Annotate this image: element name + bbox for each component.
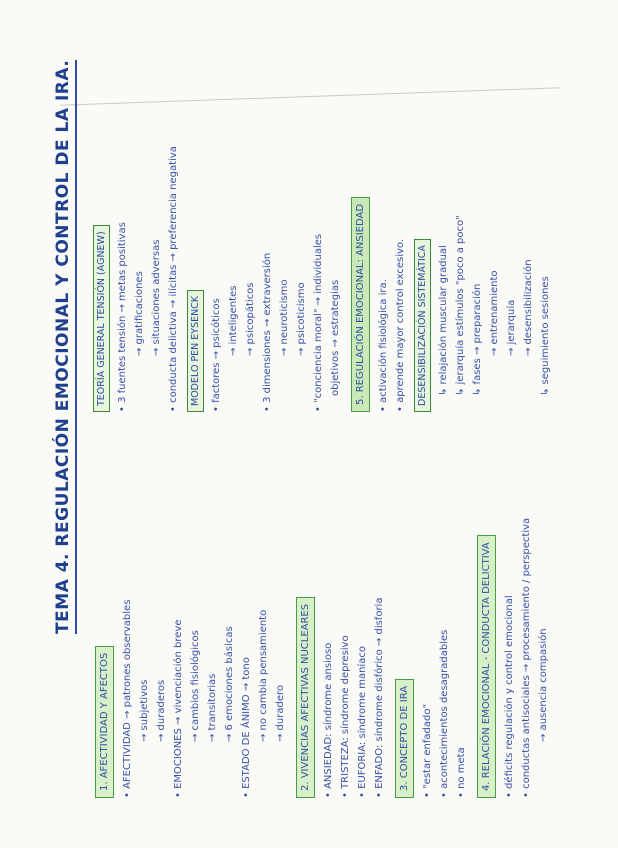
section-1-heading: 1. AFECTIVIDAD Y AFECTOS	[95, 646, 114, 798]
desensibilizacion-heading: DESENSIBILIZACIÓN SISTEMÁTICA	[414, 239, 431, 412]
left-column	[89, 438, 553, 798]
ira-item: • "estar enfadado"	[420, 438, 435, 798]
pen-sub: → psicopáticos	[245, 282, 256, 356]
conciencia-item: • "conciencia moral" → individuales	[311, 52, 326, 412]
afectividad-sub: → duraderos	[156, 679, 167, 742]
estado-animo-item: • ESTADO DE ÁNIMO → tono	[239, 438, 254, 798]
dimensiones-sub: → psicoticismo	[296, 282, 307, 356]
ira-item: • no meta	[454, 438, 469, 798]
emociones-sub: → transitorias	[207, 673, 218, 742]
des-sub: → entrenamiento	[489, 270, 500, 356]
section-4-heading: 4. RELACIÓN EMOCIONAL - CONDUCTA DELICTIVA	[477, 535, 496, 798]
section-2-heading: 2. VIVENCIAS AFECTIVAS NUCLEARES	[296, 597, 315, 798]
agnew-heading: TEORÍA GENERAL TENSIÓN (AGNEW)	[93, 225, 110, 412]
ira-item: • acontecimientos desagradables	[437, 438, 452, 798]
des-item: ↳ fases → preparación	[472, 283, 483, 396]
vivencia-item: • ANSIEDAD: síndrome ansioso	[321, 438, 336, 798]
page-title: TEMA 4. REGULACIÓN EMOCIONAL Y CONTROL DE LA IRA.	[53, 60, 77, 634]
pen-sub: → inteligentes	[228, 285, 239, 356]
eysenck-heading: MODELO PEN EYSENCK	[187, 290, 204, 412]
right-column	[89, 52, 555, 412]
regulacion-item: • activación fisiológica ira.	[376, 52, 391, 412]
conciencia-sub: objetivos → estrategias	[330, 279, 341, 396]
afectividad-sub: → subjetivos	[139, 679, 150, 742]
des-sub: → desensibilización	[523, 259, 534, 356]
des-item: ↳ relajación muscular gradual	[438, 245, 449, 396]
section-5-heading: 5. REGULACIÓN EMOCIONAL: ANSIEDAD	[351, 197, 370, 412]
section-3-heading: 3. CONCEPTO DE IRA	[395, 679, 414, 798]
tension-sub: → gratificaciones	[134, 271, 145, 356]
des-item: ↳ jerarquía estímulos "poco a poco"	[455, 215, 466, 396]
des-sub: → jerarquía	[506, 299, 517, 356]
estado-animo-sub: → duradero	[275, 685, 286, 742]
vivencia-item: • TRISTEZA: síndrome depresivo	[338, 438, 353, 798]
tension-item: • 3 fuentes tensión → metas positivas	[115, 52, 130, 412]
vivencia-item: • EUFORIA: síndrome maníaco	[355, 438, 370, 798]
dimensiones-item: • 3 dimensiones → extraversión	[260, 52, 275, 412]
conducta-item: • conducta delictiva → ilícitas → preferencia negativa	[166, 52, 181, 412]
vivencia-item: • ENFADO: síndrome disfórico → disforia	[372, 438, 387, 798]
notes-content	[49, 44, 569, 804]
emociones-sub: → cambios fisiológicos	[190, 630, 201, 742]
relacion-item: • déficits regulación y control emocional	[502, 438, 517, 798]
relacion-sub: → ausencia compasión	[538, 628, 549, 742]
dimensiones-sub: → neuroticismo	[279, 279, 290, 356]
afectividad-item: • AFECTIVIDAD → patrones observables	[120, 438, 135, 798]
estado-animo-sub: → no cambia pensamiento	[258, 609, 269, 742]
tension-sub: → situaciones adversas	[151, 239, 162, 356]
emociones-sub: → 6 emociones básicas	[224, 626, 235, 742]
emociones-item: • EMOCIONES → vivenciación breve	[171, 438, 186, 798]
des-item: ↳ seguimiento sesiones	[540, 276, 551, 396]
regulacion-item: • aprende mayor control excesivo.	[393, 52, 408, 412]
relacion-item: • conductas antisociales → procesamiento / perspectiva	[519, 438, 534, 798]
pen-item: • factores → psicóticos	[209, 52, 224, 412]
